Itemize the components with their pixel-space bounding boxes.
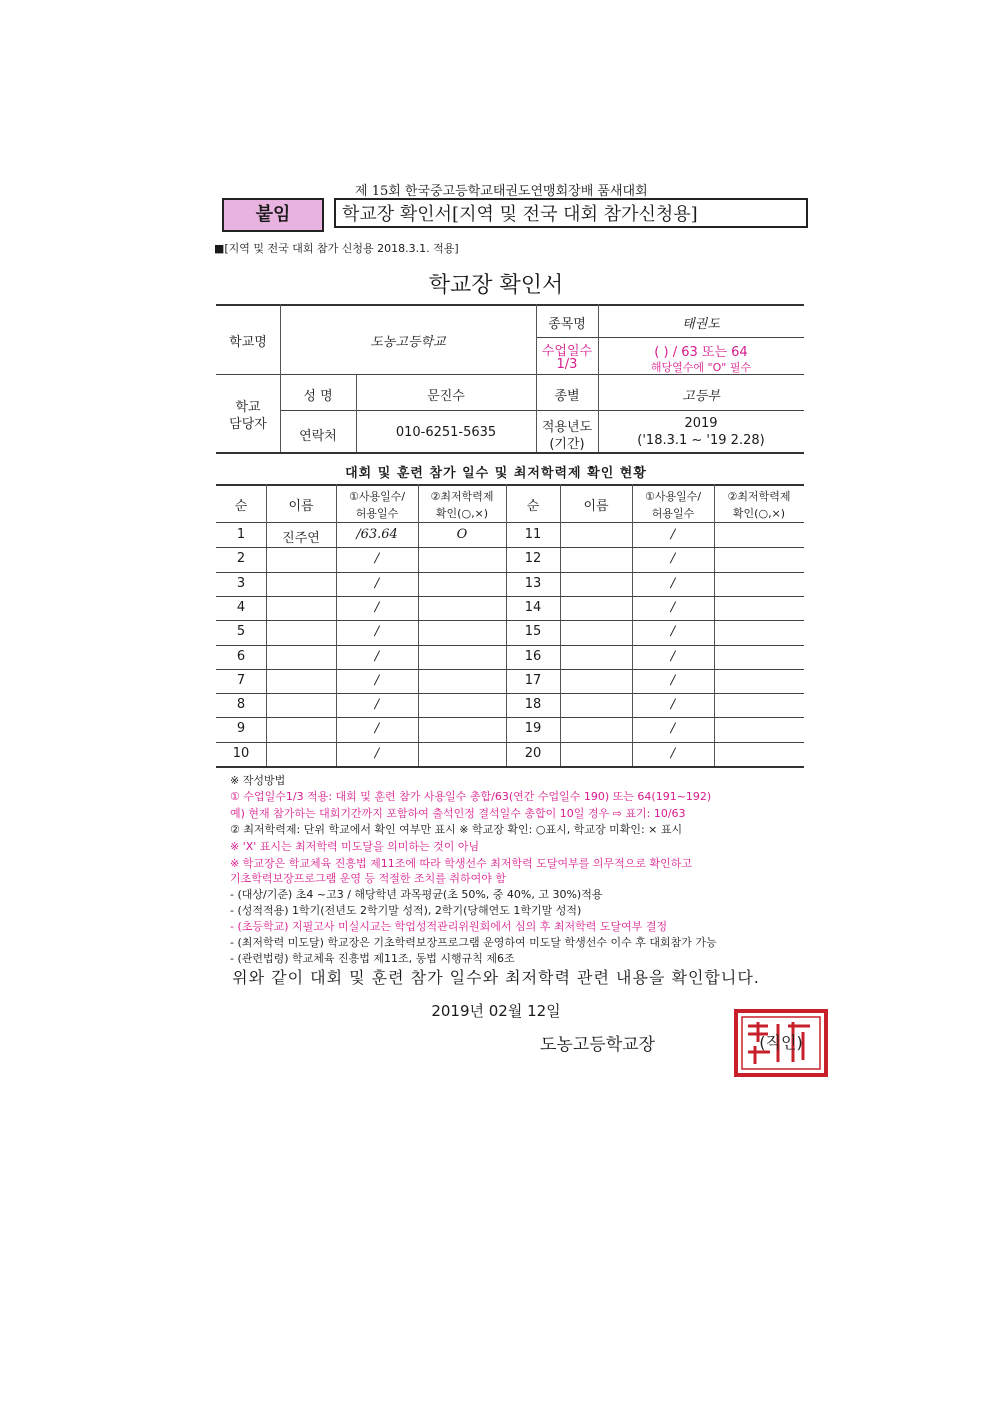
division-value: 고등부 [682, 389, 720, 404]
row-no: 20 [524, 746, 542, 761]
row-days: / [670, 576, 676, 591]
row-days: / [670, 746, 676, 761]
row-days: / [374, 649, 380, 664]
col-check-left-2: 확인(○,×) [435, 507, 489, 520]
instruction-line: ※ 작성방법 [230, 774, 286, 787]
col-check-right-2: 확인(○,×) [732, 507, 786, 520]
col-days-right-2: 허용일수 [651, 507, 695, 520]
principal-name: 도농고등학교장 [540, 1035, 655, 1055]
seal-label: (직인) [759, 1033, 803, 1052]
col-name-left: 이름 [288, 499, 314, 514]
row-no: 19 [524, 721, 542, 736]
row-no: 9 [236, 721, 246, 736]
row-no: 10 [232, 746, 250, 761]
instruction-line: ※ 학교장은 학교체육 진흥법 제11조에 따라 학생선수 최저학력 도달여부를 의무적으로 확인하고 [230, 857, 692, 870]
confirm-statement: 위와 같이 대회 및 훈련 참가 일수와 최저학력 관련 내용을 확인합니다. [232, 968, 760, 987]
staff-label-1: 학교 [235, 400, 261, 415]
year-label-2: (기간) [549, 437, 585, 452]
staff-label-2: 담당자 [229, 417, 267, 432]
year-label: 적용년도 [541, 420, 593, 435]
row-days: / [670, 527, 676, 542]
row-days: / [374, 551, 380, 566]
col-days-left-2: 허용일수 [355, 507, 399, 520]
row-days: / [670, 673, 676, 688]
division-label: 종별 [554, 389, 580, 404]
applies-note: ■[지역 및 전국 대회 참가 신청용 2018.3.1. 적용] [214, 242, 459, 255]
issue-date: 2019년 02월 12일 [431, 1002, 561, 1020]
row-no: 4 [236, 600, 246, 615]
school-name-label: 학교명 [229, 335, 267, 350]
row-no: 6 [236, 649, 246, 664]
event-label: 종목명 [548, 317, 586, 332]
row-days: / [374, 721, 380, 736]
instruction-line: ※ 'X' 표시는 최저학력 미도달을 의미하는 것이 아님 [230, 840, 480, 853]
instruction-line: 기초학력보장프로그램 운영 등 적절한 조치를 취하여야 함 [230, 872, 507, 885]
row-days: / [374, 697, 380, 712]
row-days: / [374, 624, 380, 639]
name-value: 문진수 [427, 389, 465, 404]
row-days: / [670, 600, 676, 615]
instruction-line: ① 수업일수1/3 적용: 대회 및 훈련 참가 사용일수 총합/63(연간 수업일수 190) 또는 64(191~192) [230, 790, 712, 803]
class-days-label: 수업일수 [541, 344, 593, 359]
event-value: 태권도 [682, 317, 720, 332]
row-days: / [374, 576, 380, 591]
row-days: / [374, 673, 380, 688]
participation-title: 대회 및 훈련 참가 일수 및 최저학력제 확인 현황 [345, 466, 647, 481]
row-no: 18 [524, 697, 542, 712]
col-check-right-1: ②최저학력제 [727, 490, 791, 503]
contact-label: 연락처 [299, 429, 337, 444]
row-days: / [374, 600, 380, 615]
instruction-line: - (최저학력 미도달) 학교장은 기초학력보장프로그램 운영하여 미도달 학생선수 이수 후 대회참가 가능 [230, 936, 717, 949]
col-no-right: 순 [526, 499, 540, 514]
form-title: 학교장 확인서[지역 및 전국 대회 참가신청용] [334, 198, 808, 228]
col-days-right-1: ①사용일수/ [644, 490, 702, 503]
instruction-line: - (성적적용) 1학기(전년도 2학기말 성적), 2학기(당해연도 1학기말 성적) [230, 904, 582, 917]
col-name-right: 이름 [583, 499, 609, 514]
instruction-line: - (대상/기준) 초4 ~고3 / 해당학년 과목평균(초 50%, 중 40%, 고 30%)적용 [230, 888, 603, 901]
row-no: 5 [236, 624, 246, 639]
row-no: 15 [524, 624, 542, 639]
event-title: 제 15회 한국중고등학교태권도연맹회장배 품새대회 [355, 184, 648, 199]
col-days-left-1: ①사용일수/ [348, 490, 406, 503]
instruction-line: ② 최저학력제: 단위 학교에서 확인 여부만 표시 ※ 학교장 확인: ○표시, 학교장 미확인: × 표시 [230, 823, 683, 836]
row-days: / [670, 649, 676, 664]
row-no: 17 [524, 673, 542, 688]
col-no-left: 순 [234, 499, 248, 514]
col-check-left-1: ②최저학력제 [430, 490, 494, 503]
row-days: / [670, 624, 676, 639]
year-period: ('18.3.1 ~ '19 2.28) [637, 433, 765, 448]
class-days-fraction: 1/3 [556, 357, 578, 372]
row-days: / [670, 697, 676, 712]
instruction-line: - (초등학교) 지필고사 미실시교는 학업성적관리위원회에서 심의 후 최저학력 도달여부 결정 [230, 920, 668, 933]
row-days: / [670, 551, 676, 566]
row-no: 16 [524, 649, 542, 664]
class-days-value: ( ) / 63 또는 64 [654, 345, 748, 360]
row-no: 7 [236, 673, 246, 688]
instruction-line: 예) 현재 참가하는 대회기간까지 포함하여 출석인정 결석일수 총합이 10일 경우 ⇨ 표기: 10/63 [230, 807, 686, 820]
instruction-line: - (관련법령) 학교체육 진흥법 제11조, 동법 시행규칙 제6조 [230, 952, 515, 965]
year-value: 2019 [684, 416, 718, 431]
row-no: 2 [236, 551, 246, 566]
row-days: / [374, 746, 380, 761]
row-check: O [456, 527, 468, 542]
row-name: 진주연 [282, 531, 320, 546]
row-no: 3 [236, 576, 246, 591]
class-days-sub: 해당열수에 "O" 필수 [650, 361, 752, 374]
name-label: 성 명 [303, 389, 333, 404]
row-no: 11 [524, 527, 542, 542]
school-name-value: 도농고등학교 [370, 335, 446, 350]
row-no: 12 [524, 551, 542, 566]
row-no: 8 [236, 697, 246, 712]
main-title: 학교장 확인서 [428, 273, 564, 298]
row-days: / [670, 721, 676, 736]
attach-badge: 붙임 [222, 198, 324, 232]
row-days: /63.64 [356, 527, 398, 542]
row-no: 14 [524, 600, 542, 615]
contact-value: 010-6251-5635 [395, 425, 497, 440]
row-no: 1 [236, 527, 246, 542]
official-seal-icon [733, 1008, 829, 1078]
row-no: 13 [524, 576, 542, 591]
